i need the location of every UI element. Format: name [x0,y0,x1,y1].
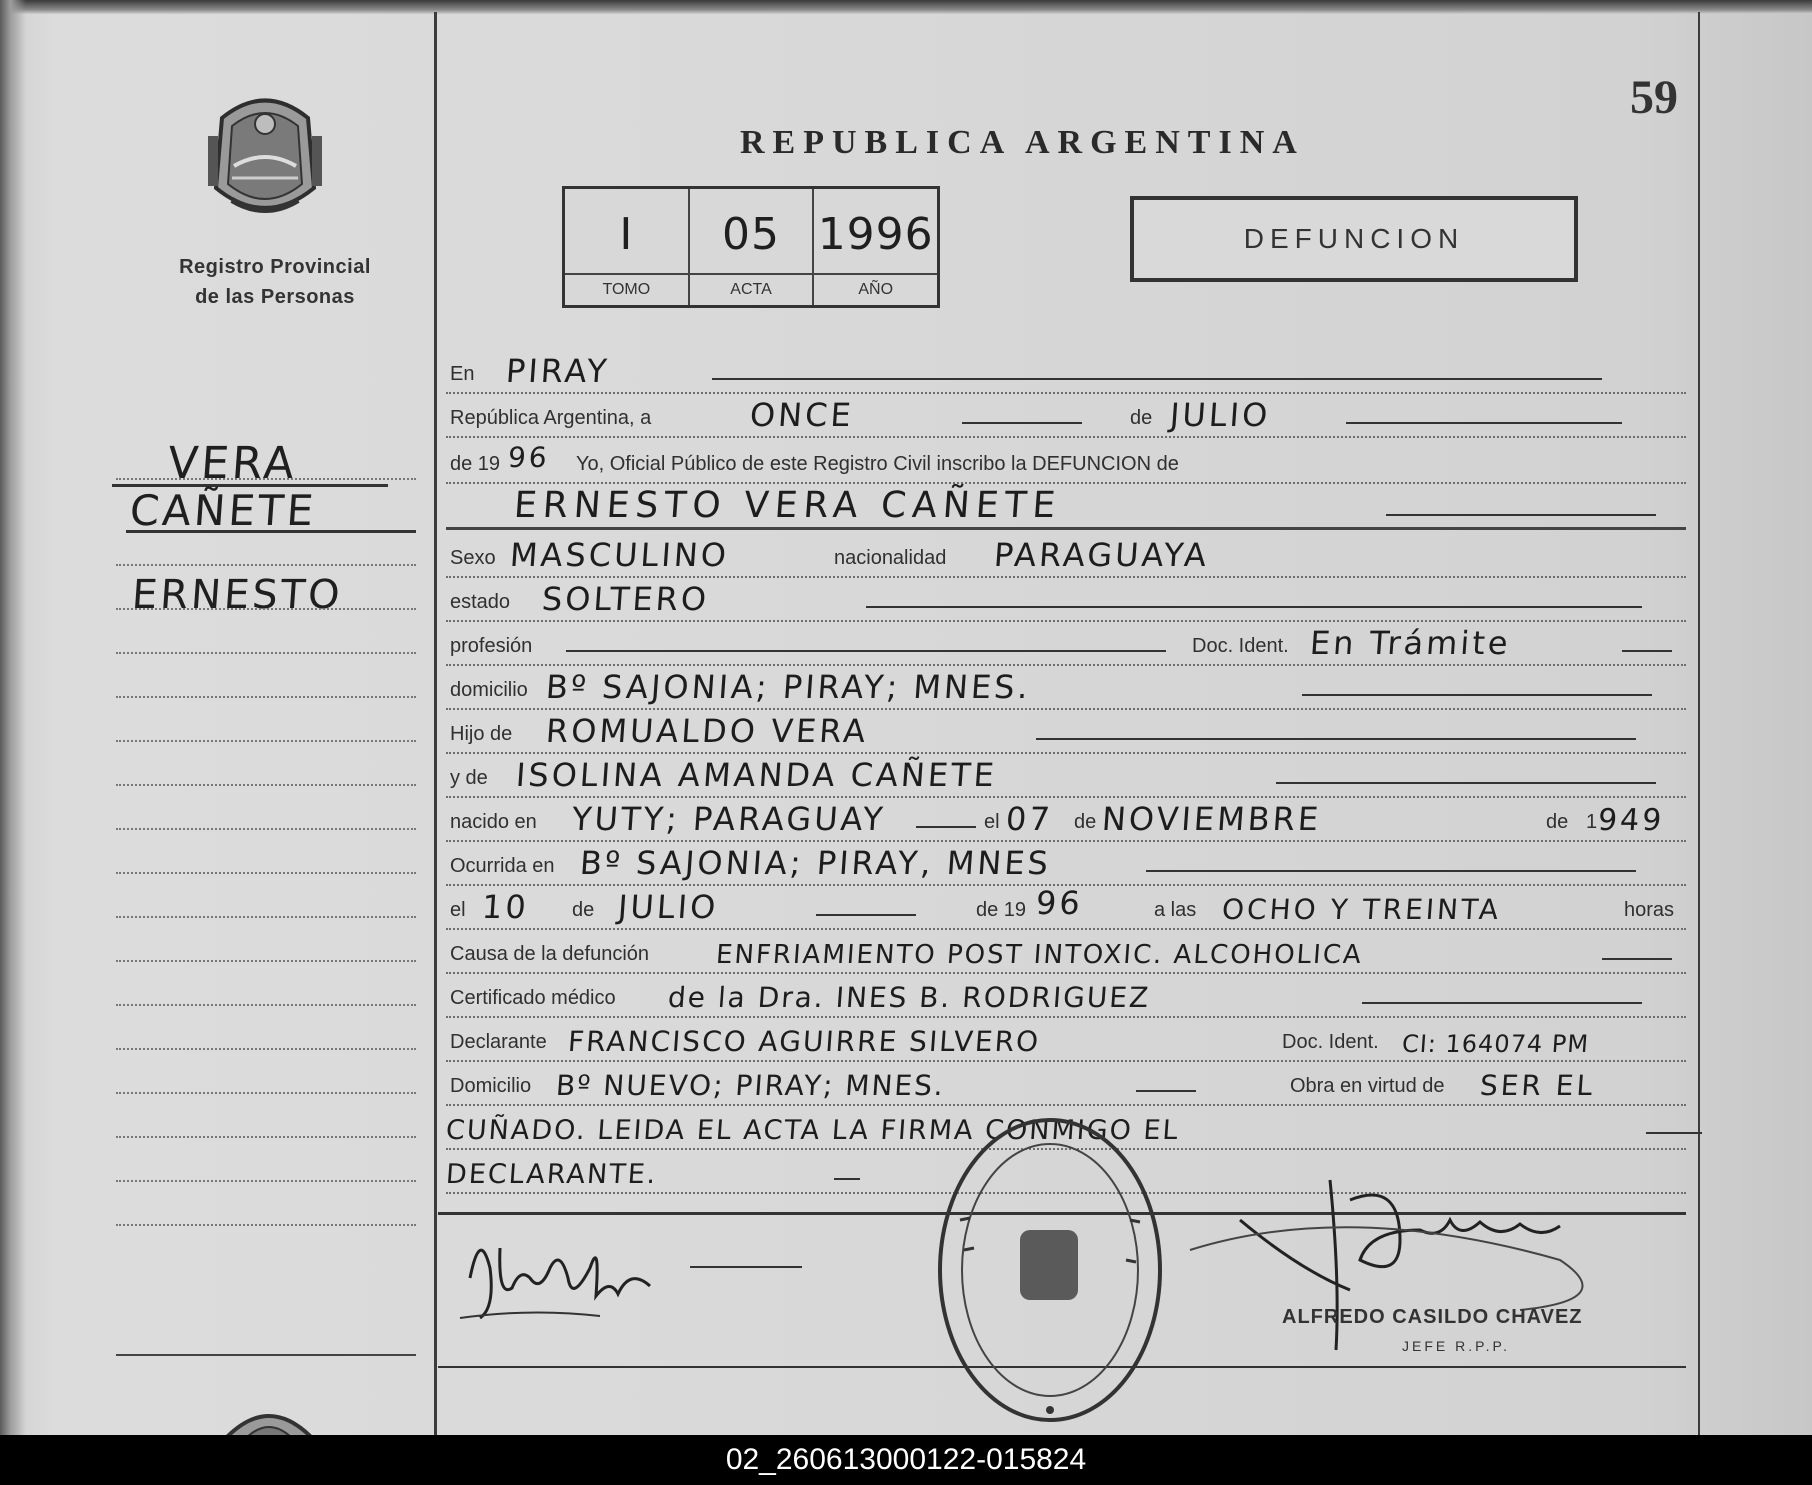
continuation-1: CUÑADO. LEIDA EL ACTA LA FIRMA CONMIGO EL [444,1115,1181,1146]
doc-value: En Trámite [1308,624,1512,662]
stub-line [116,1136,416,1138]
hour-value: OCHO Y TREINTA [1220,893,1503,926]
ocurrida-label: Ocurrida en [450,855,555,877]
mother-value: ISOLINA AMANDA CAÑETE [514,756,999,794]
row-deceased [446,486,1686,530]
ref-tomo-value: I [619,209,634,260]
stub-line [116,652,416,654]
stub-line [116,608,416,610]
row-sexo [446,534,1686,578]
ref-anio-cell [814,189,937,305]
republica-label: República Argentina, a [450,407,652,429]
domicilio-label: domicilio [450,679,528,701]
page-right-edge [1698,12,1700,1435]
row-profesion [446,622,1686,666]
en-dash [712,378,1602,380]
row-rule [446,527,1686,530]
stub-solid-line [116,1354,416,1356]
doc2-value: CI: 164074 PM [1401,1030,1590,1058]
certificado-dash [1362,1002,1642,1004]
row-statement [446,440,1686,484]
causa-label: Causa de la defunción [450,943,650,965]
official-signature [1100,1160,1660,1360]
declarant-signature-dash [690,1266,802,1268]
ref-tomo-label: TOMO [565,273,688,299]
ref-anio-value: 1996 [817,209,934,260]
sexo-value: MASCULINO [508,536,731,574]
causa-dash [1602,958,1672,960]
domicilio-dash [1302,694,1652,696]
stub-line [116,740,416,742]
death-year-value: 96 [1034,884,1085,922]
stub-surname-1: VERA [166,438,299,489]
de-label: de [1130,407,1153,429]
stub-line [116,696,416,698]
continuation-2-dash [834,1178,860,1180]
estado-label: estado [450,591,511,613]
continuation-1-dash [1646,1132,1702,1134]
row-yde [446,754,1686,798]
birth-year-value: 949 [1596,803,1666,838]
birth-day-value: 07 [1004,800,1055,838]
row-rule [446,482,1686,484]
stub-line [116,916,416,918]
profesion-dash [566,650,1166,652]
reference-box [562,186,940,308]
certificado-value: de la Dra. INES B. RODRIGUEZ [666,981,1152,1014]
day-value: ONCE [748,396,856,434]
deceased-value: ERNESTO VERA CAÑETE [512,485,1063,526]
father-value: ROMUALDO VERA [544,712,870,750]
row-death-date [446,886,1686,930]
ref-acta-value: 05 [722,209,780,260]
row-certificado [446,974,1686,1018]
declarant-signature [450,1208,680,1328]
birthplace-value: YUTY; PARAGUAY [570,800,887,838]
ref-anio-label: AÑO [814,273,937,299]
doc-label: Doc. Ident. [1192,635,1289,657]
sexo-label: Sexo [450,547,496,569]
country-heading: REPUBLICA ARGENTINA [740,124,1305,161]
domicilio-value: Bº SAJONIA; PIRAY; MNES. [544,668,1033,706]
row-rule [446,436,1686,438]
row-domicilio [446,666,1686,710]
stub-line [116,1092,416,1094]
nacionalidad-label: nacionalidad [834,547,947,569]
death-month-dash [816,914,916,916]
horas-label: horas [1624,899,1675,921]
month-value: JULIO [1168,396,1272,434]
row-hijo [446,710,1686,754]
el2-label: el [450,899,466,921]
row-en [446,350,1686,394]
act-type-box: DEFUNCION [1130,196,1578,282]
de5-label: de 19 [976,899,1027,921]
registry-line-2: de las Personas [195,286,355,308]
alas-label: a las [1154,899,1197,921]
row-nacido [446,798,1686,842]
birth-month-value: NOVIEMBRE [1100,800,1323,838]
month-dash [1346,422,1622,424]
de4-label: de [572,899,595,921]
birth-year-prefix: 1 [1586,811,1598,833]
estado-value: SOLTERO [540,580,711,618]
row-causa [446,930,1686,974]
stub-divider [434,12,437,1435]
domicilio2-label: Domicilio [450,1075,532,1097]
declarante-value: FRANCISCO AGUIRRE SILVERO [566,1025,1042,1058]
continuation-2: DECLARANTE. [444,1159,659,1190]
statement-text: Yo, Oficial Público de este Registro Civil inscribo la DEFUNCION de [576,453,1179,475]
stub-line [116,1224,416,1226]
image-caption: 02_260613000122-015824 [0,1435,1812,1485]
stub-line [116,1180,416,1182]
row-declarante [446,1018,1686,1062]
page-number: 59 [1630,71,1678,124]
obra-label: Obra en virtud de [1290,1075,1445,1097]
stub-given-name: ERNESTO [130,572,345,618]
deceased-dash [1386,514,1656,516]
hijo-label: Hijo de [450,723,513,745]
ref-acta-cell [690,189,815,305]
domicilio2-value: Bº NUEVO; PIRAY; MNES. [554,1069,946,1102]
de3-label: de [1546,811,1569,833]
father-dash [1036,738,1636,740]
estado-dash [866,606,1642,608]
ocurrida-value: Bº SAJONIA; PIRAY, MNES [578,844,1053,882]
ref-tomo-cell [565,189,690,305]
obra-value: SER EL [1478,1069,1597,1102]
nacido-label: nacido en [450,811,537,833]
el-label: el [984,811,1000,833]
death-day-value: 10 [480,888,531,926]
stub-line [116,784,416,786]
registry-line-1: Registro Provincial [179,256,371,278]
stub-line [116,478,416,480]
en-label: En [450,363,475,385]
registry-title [110,252,440,312]
row-ocurrida [446,842,1686,886]
causa-value: ENFRIAMIENTO POST INTOXIC. ALCOHOLICA [714,940,1364,970]
stub-line [116,564,416,566]
yde-label: y de [450,767,488,789]
ref-acta-label: ACTA [690,273,813,299]
province-seal-icon [202,88,328,224]
nacionalidad-value: PARAGUAYA [992,536,1211,574]
stub-surname-2-underline [126,530,416,533]
doc2-label: Doc. Ident. [1282,1031,1379,1053]
stub-line [116,828,416,830]
declarante-label: Declarante [450,1031,547,1053]
profesion-label: profesión [450,635,533,657]
official-title: JEFE R.P.P. [1402,1338,1510,1354]
stub-line [116,960,416,962]
certificado-label: Certificado médico [450,987,616,1009]
stub-line [116,1004,416,1006]
de2-label: de [1074,811,1097,833]
row-estado [446,578,1686,622]
year-prefix-label: de 19 [450,453,501,475]
birthplace-dash [916,826,976,828]
death-month-value: JULIO [616,888,720,926]
mother-dash [1276,782,1656,784]
stub-line [116,872,416,874]
ocurrida-dash [1146,870,1636,872]
official-name: ALFREDO CASILDO CHAVEZ [1282,1306,1583,1328]
row-date [446,394,1686,438]
en-value: PIRAY [504,352,611,390]
domicilio2-dash [1136,1090,1196,1092]
province-seal-bottom-icon [214,1400,324,1435]
year-suffix-value: 96 [506,441,551,474]
day-dash [962,422,1082,424]
stub-line [116,1048,416,1050]
stub-surname-2: CAÑETE [128,486,318,535]
doc-dash [1622,650,1672,652]
